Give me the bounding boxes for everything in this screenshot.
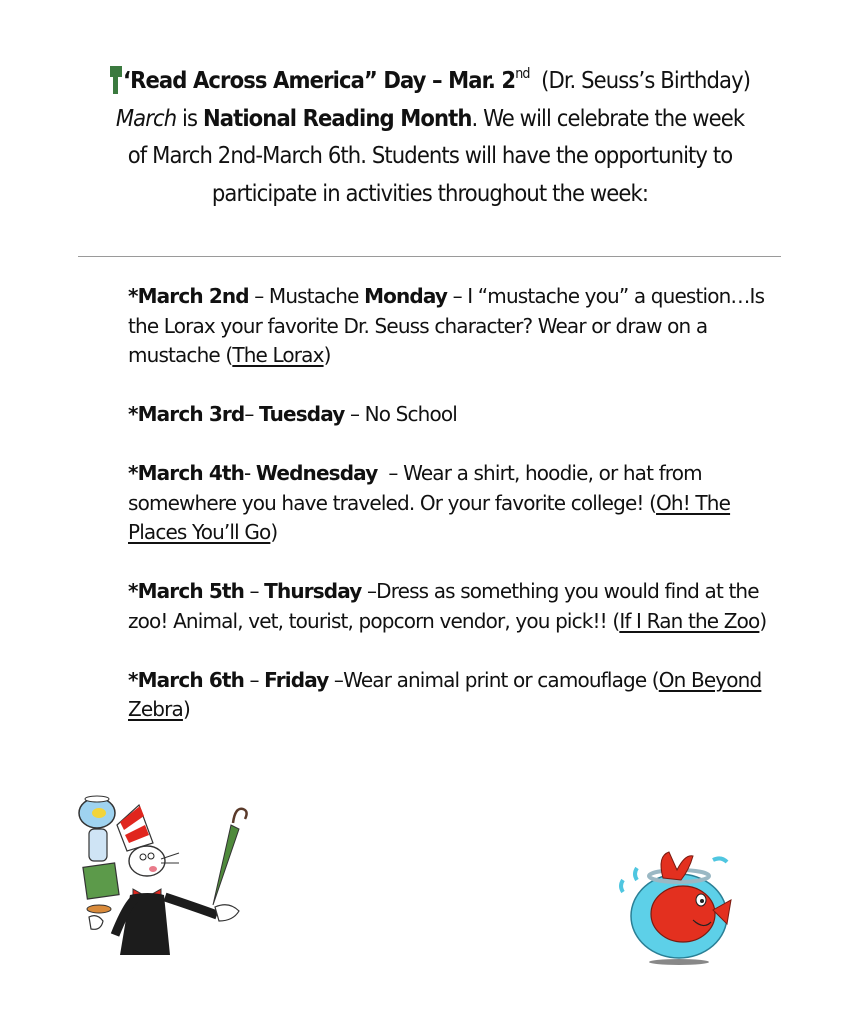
event-date: *March 3rd	[128, 402, 245, 426]
event-item	[128, 577, 793, 636]
title-superscript: nd	[515, 66, 530, 83]
event-day: Thursday	[264, 579, 362, 603]
intro-line-4: participate in activities throughout the week:	[211, 178, 649, 207]
header-block	[70, 62, 790, 212]
event-sep: -	[244, 461, 256, 485]
book-title: Oh! The Places You’ll Go	[128, 490, 731, 544]
book-title: On Beyond Zebra	[128, 667, 762, 721]
title-line	[70, 62, 790, 100]
event-item	[128, 666, 793, 725]
event-day: Tuesday	[259, 402, 345, 426]
event-text: – No School	[344, 402, 457, 426]
fish-in-bowl-illustration	[615, 838, 745, 968]
event-text: –Dress as something you would find at the zoo! Animal, vet, tourist, popcorn vendor, you pick!! (	[128, 579, 759, 633]
event-date: *March 4th	[128, 461, 244, 485]
book-title: If I Ran the Zoo	[619, 608, 760, 633]
event-text: – I “mustache you” a question…Is the Lorax your favorite Dr. Seuss character? Wear or draw on a mustache (	[128, 284, 765, 367]
intro-italic: March	[115, 103, 177, 132]
text-cursor-icon	[110, 66, 122, 94]
cat-in-the-hat-illustration	[75, 785, 250, 965]
event-day: Wednesday	[255, 461, 378, 485]
event-day: Friday	[264, 667, 329, 692]
event-day: Monday	[364, 284, 448, 308]
book-title: The Lorax	[232, 343, 324, 367]
event-close: )	[323, 343, 331, 367]
event-sep: – Mustache	[248, 284, 365, 308]
event-sep: –	[244, 579, 265, 603]
event-item	[128, 459, 793, 548]
event-item	[128, 400, 793, 430]
event-close: )	[270, 520, 278, 544]
intro-rest: . We will celebrate the week	[471, 103, 745, 132]
event-sep: –	[244, 402, 260, 426]
events-list	[128, 282, 793, 754]
event-text: –Wear animal print or camouflage (	[328, 667, 659, 692]
intro-line-3: of March 2nd-March 6th. Students will have the opportunity to	[127, 141, 733, 169]
intro-line-2	[70, 100, 790, 138]
event-item	[128, 282, 793, 371]
title-bold: ‘Read Across America” Day – Mar. 2	[122, 66, 516, 94]
event-sep: –	[244, 667, 265, 692]
event-date: *March 5th	[128, 579, 244, 603]
title-rest: (Dr. Seuss’s Birthday)	[541, 66, 751, 94]
event-text: – Wear a shirt, hoodie, or hat from somewhere you have traveled. Or your favorite college! (	[128, 461, 708, 515]
event-close: )	[759, 608, 767, 633]
event-date: *March 2nd	[128, 284, 249, 308]
intro-bold: National Reading Month	[202, 103, 472, 132]
event-date: *March 6th	[128, 667, 244, 692]
intro-is: is	[176, 103, 203, 132]
divider	[78, 256, 781, 257]
event-close: )	[182, 697, 190, 721]
